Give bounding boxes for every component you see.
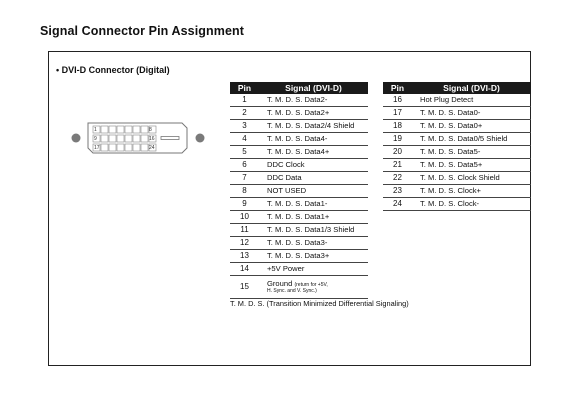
pin-number: 22 [383,172,412,185]
pin-number: 24 [383,198,412,211]
connector-pin [117,144,124,151]
pin-number: 8 [230,185,259,198]
table-row [230,224,368,237]
connector-pin [141,126,148,133]
table-row [230,211,368,224]
table-row [383,107,531,120]
connector-pin [101,135,108,142]
signal-name: T. M. D. S. Data4- [259,133,368,146]
table-row [230,94,368,107]
signal-name: DDC Data [259,172,368,185]
pin-number: 15 [230,276,259,299]
signal-name: T. M. D. S. Data2/4 Shield [259,120,368,133]
signal-name [259,276,368,299]
pin-number: 4 [230,133,259,146]
pin-label-1: 1 [94,127,97,133]
signal-name: T. M. D. S. Clock+ [412,185,531,198]
pin-label-9: 9 [94,136,97,142]
connector-pin [109,135,116,142]
pin-number: 10 [230,211,259,224]
connector-pin [133,126,140,133]
column-header-signal: Signal (DVI-D) [259,82,368,94]
signal-name: T. M. D. S. Data5+ [412,159,531,172]
signal-name: T. M. D. S. Data0/5 Shield [412,133,531,146]
pin-table-left [230,82,368,299]
table-row [383,185,531,198]
connector-pin [109,144,116,151]
table-row [230,107,368,120]
signal-name: T. M. D. S. Data1+ [259,211,368,224]
signal-name: NOT USED [259,185,368,198]
signal-name: T. M. D. S. Data5- [412,146,531,159]
table-row [383,94,531,107]
pin-number: 17 [383,107,412,120]
pin-label-17: 17 [94,145,100,151]
pin-number: 18 [383,120,412,133]
table-row [230,237,368,250]
pin-number: 9 [230,198,259,211]
column-header-pin: Pin [383,82,412,94]
pin-number: 19 [383,133,412,146]
pin-table-right-body [383,94,531,211]
mounting-screw-right-icon [196,134,205,143]
table-row [230,263,368,276]
pin-number: 21 [383,159,412,172]
pin-number: 6 [230,159,259,172]
table-row [383,133,531,146]
flat-blade-icon [161,137,179,140]
signal-name: T. M. D. S. Clock- [412,198,531,211]
signal-name: T. M. D. S. Data0+ [412,120,531,133]
table-row [230,159,368,172]
table-row [230,250,368,263]
page-title: Signal Connector Pin Assignment [40,24,245,38]
connector-pin [141,135,148,142]
signal-name: T. M. D. S. Data0- [412,107,531,120]
pin-number: 20 [383,146,412,159]
footnote: T. M. D. S. (Transition Minimized Differential Signaling) [230,299,409,308]
dvi-connector-diagram [70,118,206,158]
connector-pin [101,126,108,133]
signal-name: DDC Clock [259,159,368,172]
connector-pin [109,126,116,133]
pin-number: 23 [383,185,412,198]
signal-name: T. M. D. S. Data3- [259,237,368,250]
table-row [230,198,368,211]
pin-number: 11 [230,224,259,237]
pin-number: 3 [230,120,259,133]
pin-number: 1 [230,94,259,107]
column-header-signal: Signal (DVI-D) [412,82,531,94]
table-row [383,172,531,185]
section-title: • DVI-D Connector (Digital) [56,65,170,75]
table-row [383,146,531,159]
signal-name: T. M. D. S. Data1- [259,198,368,211]
table-row [230,133,368,146]
connector-pin [125,144,132,151]
pin-number: 5 [230,146,259,159]
table-row [383,159,531,172]
column-header-pin: Pin [230,82,259,94]
connector-pin [125,126,132,133]
table-row [230,276,368,299]
table-row [230,120,368,133]
connector-pin [117,126,124,133]
pin-table-left-body [230,94,368,299]
signal-name: T. M. D. S. Data2- [259,94,368,107]
ground-note-line-1: (return for +5V, [294,282,328,288]
table-row [230,185,368,198]
pin-number: 2 [230,107,259,120]
connector-pin [141,144,148,151]
connector-pin [101,144,108,151]
signal-name: T. M. D. S. Data1/3 Shield [259,224,368,237]
table-row [230,172,368,185]
table-row [383,120,531,133]
pin-number: 12 [230,237,259,250]
signal-name: T. M. D. S. Data3+ [259,250,368,263]
pin-table-right [383,82,531,211]
table-header-row [230,82,368,94]
pin-number: 14 [230,263,259,276]
table-row [383,198,531,211]
connector-pin [133,135,140,142]
connector-pin [117,135,124,142]
pin-label-24: 24 [149,145,155,151]
table-row [230,146,368,159]
pin-label-8: 8 [149,127,152,133]
mounting-screw-left-icon [72,134,81,143]
connector-pin [125,135,132,142]
table-header-row [383,82,531,94]
ground-label: Ground [267,279,293,288]
signal-name: T. M. D. S. Data4+ [259,146,368,159]
ground-note-line-2: H. Sync. and V. Sync.) [267,288,317,294]
pin-number: 13 [230,250,259,263]
connector-pin [133,144,140,151]
signal-name: T. M. D. S. Clock Shield [412,172,531,185]
signal-name: Hot Plug Detect [412,94,531,107]
signal-name: +5V Power [259,263,368,276]
pin-number: 7 [230,172,259,185]
signal-name: T. M. D. S. Data2+ [259,107,368,120]
pin-number: 16 [383,94,412,107]
pin-label-16: 16 [149,136,155,142]
